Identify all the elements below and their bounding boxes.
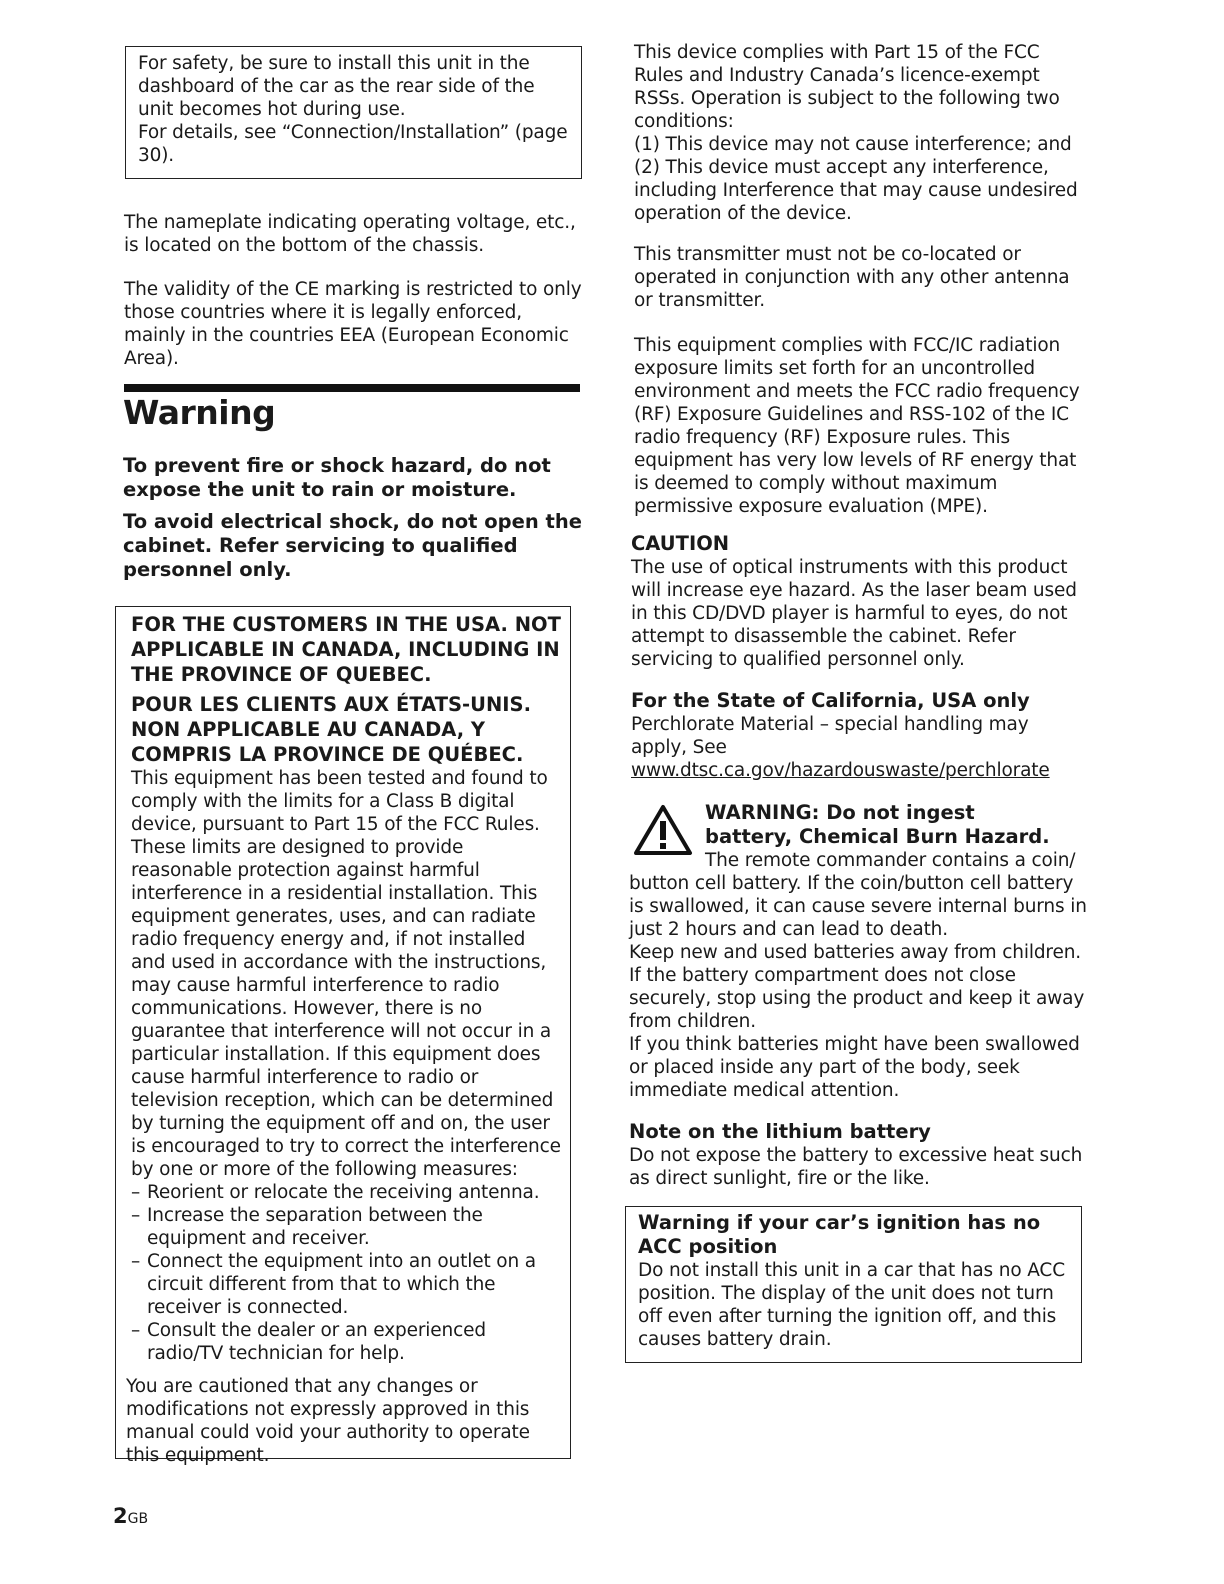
fcc-condition-1: (1) This device may not cause interference; and: [634, 134, 1072, 155]
battery-warning-body-1: The remote commander contains a coin/ button cell battery. If the coin/button cell battery is swallowed, it can cause severe internal burns in just 2 hours and can lead to death.: [629, 850, 1087, 940]
california-heading: For the State of California, USA only: [631, 689, 1030, 712]
electrical-shock-warning: To avoid electrical shock, do not open the cabinet. Refer servicing to qualified personnel only.: [123, 510, 582, 581]
fcc-measures-list: [131, 1181, 562, 1365]
fcc-heading-fr: POUR LES CLIENTS AUX ÉTATS-UNIS. NON APPLICABLE AU CANADA, Y COMPRIS LA PROVINCE DE QUÉBEC.: [131, 693, 531, 766]
list-item: – Reorient or relocate the receiving antenna.: [131, 1181, 562, 1204]
lithium-body: Do not expose the battery to excessive heat such as direct sunlight, fire or the like.: [629, 1145, 1083, 1189]
safety-notice-details: For details, see “Connection/Installation” (page 30).: [138, 122, 568, 166]
battery-warning-heading: WARNING: Do not ingest battery, Chemical Burn Hazard.: [705, 801, 1050, 848]
left-paragraphs: [124, 211, 584, 370]
page-number-suffix: GB: [127, 1511, 149, 1527]
section-rule: [124, 384, 580, 392]
acc-warning-box: [625, 1206, 1082, 1363]
page-number-digit: 2: [113, 1504, 128, 1528]
perchlorate-link[interactable]: www.dtsc.ca.gov/hazardouswaste/perchlorate: [631, 760, 1050, 781]
nameplate-paragraph: The nameplate indicating operating voltage, etc., is located on the bottom of the chassis.: [124, 212, 576, 256]
caution-body: The use of optical instruments with this product will increase eye hazard. As the laser beam used in this CD/DVD player is harmful to eyes, do not attempt to disassemble the cabinet. Refer servicing to qualified personnel only.: [631, 557, 1077, 670]
battery-warning-body-3: If you think batteries might have been swallowed or placed inside any part of the body, seek immediate medical attention.: [629, 1034, 1080, 1101]
radiation-paragraph: This equipment complies with FCC/IC radiation exposure limits set forth for an uncontrolled environment and meets the FCC radio frequency (RF) Exposure Guidelines and RSS-102 of the IC radio frequency (RF) Exposure rules. This equipment has very low levels of RF energy that is deemed to comply without maximum permissive exposure evaluation (MPE).: [634, 335, 1080, 517]
page-number: [113, 1504, 148, 1528]
acc-warning-body: Do not install this unit in a car that has no ACC position. The display of the unit does not turn off even after turning the ignition off, and this causes battery drain.: [638, 1260, 1065, 1350]
warning-title: Warning: [123, 393, 276, 432]
lithium-heading: Note on the lithium battery: [629, 1120, 931, 1143]
fire-shock-warning: To prevent fire or shock hazard, do not expose the unit to rain or moisture.: [123, 454, 551, 501]
list-item: – Increase the separation between the equipment and receiver.: [131, 1204, 562, 1250]
battery-warning-body-2: Keep new and used batteries away from children. If the battery compartment does not close securely, stop using the product and keep it away from children.: [629, 942, 1085, 1032]
battery-warning-section: [629, 849, 1087, 1190]
list-item: – Consult the dealer or an experienced radio/TV technician for help.: [131, 1319, 562, 1365]
fcc-comply-intro: This device complies with Part 15 of the FCC Rules and Industry Canada’s licence-exempt RSSs. Operation is subject to the following two conditions:: [634, 42, 1060, 132]
list-item: – Connect the equipment into an outlet on a circuit different from that to which the receiver is connected.: [131, 1250, 562, 1319]
safety-notice-box: [125, 46, 582, 179]
transmitter-paragraph: This transmitter must not be co-located or operated in conjunction with any other antenna or transmitter.: [634, 244, 1070, 311]
caution-heading: CAUTION: [631, 532, 730, 555]
fcc-customers-box: [115, 606, 571, 1466]
fcc-condition-2: (2) This device must accept any interference, including Interference that may cause undesired operation of the device.: [634, 157, 1078, 224]
caution-section: [631, 532, 1086, 782]
acc-warning-heading: Warning if your car’s ignition has no ACC position: [638, 1211, 1041, 1258]
safety-notice-text: For safety, be sure to install this unit in the dashboard of the car as the rear side of the unit becomes hot during use.: [138, 53, 535, 120]
fcc-heading-en: FOR THE CUSTOMERS IN THE USA. NOT APPLICABLE IN CANADA, INCLUDING IN THE PROVINCE OF QUEBEC.: [131, 613, 561, 686]
fcc-modification-caution: You are cautioned that any changes or modifications not expressly approved in this manual could void your authority to operate this equipment.: [126, 1376, 530, 1466]
warning-statements: [123, 454, 583, 582]
right-column: [634, 41, 1086, 518]
ce-marking-paragraph: The validity of the CE marking is restricted to only those countries where it is legally enforced, mainly in the countries EEA (European Economic Area).: [124, 279, 582, 369]
battery-warning-heading-wrap: [705, 801, 1065, 849]
california-body: Perchlorate Material – special handling may apply, See: [631, 714, 1029, 758]
fcc-body-text: This equipment has been tested and found to comply with the limits for a Class B digital device, pursuant to Part 15 of the FCC Rules. These limits are designed to provide reasonable protection against harmful interference in a residential installation. This equipment generates, uses, and can radiate radio frequency energy and, if not installed and used in accordance with the instructions, may cause harmful interference to radio communications. However, there is no guarantee that interference will not occur in a particular installation. If this equipment does cause harmful interference to radio or television reception, which can be determined by turning the equipment off and on, the user is encouraged to try to correct the interference by one or more of the following measures:: [131, 768, 561, 1180]
